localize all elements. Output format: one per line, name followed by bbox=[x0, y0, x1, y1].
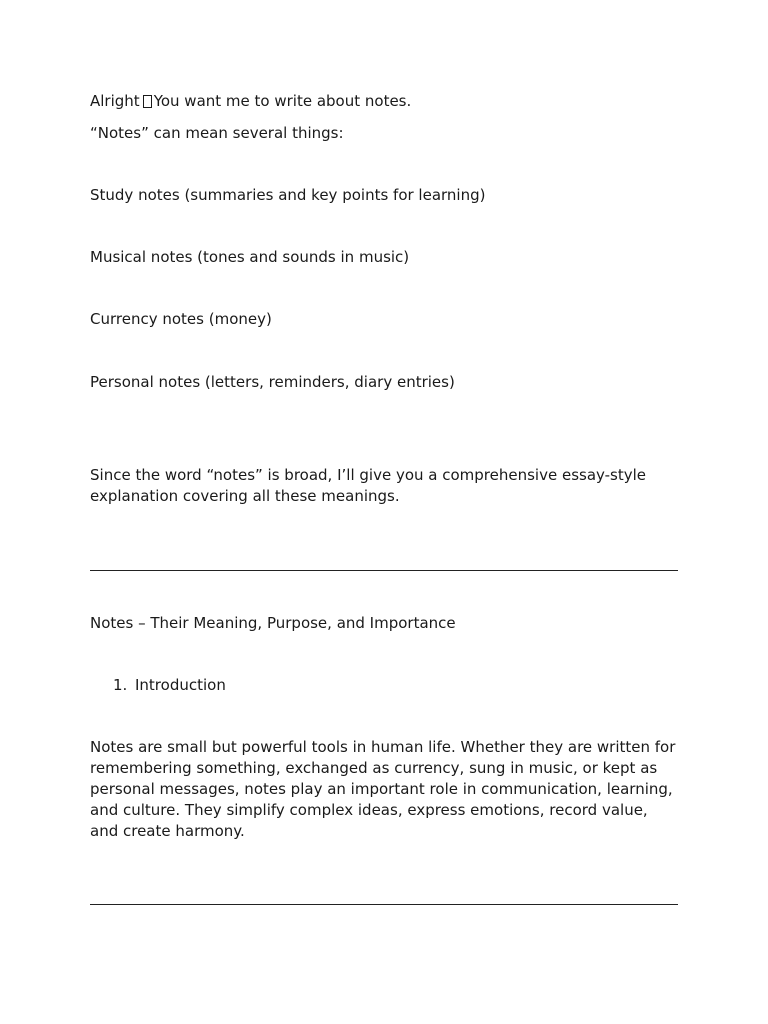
intro-line-end: You want me to write about notes. bbox=[153, 92, 412, 110]
introduction-paragraph: Notes are small but powerful tools in human life. Whether they are written for remembering something, exchanged as currency, sung in music, or kept as personal messages, notes play an important role in communication, learning, and culture. They simplify complex ideas, express emotions, record value, and create harmony. bbox=[90, 738, 676, 840]
meaning-item-study: Study notes (summaries and key points for learning) bbox=[90, 186, 486, 204]
meaning-item-personal: Personal notes (letters, reminders, diary entries) bbox=[90, 373, 455, 391]
horizontal-divider bbox=[90, 904, 678, 905]
intro-line-start: Alright bbox=[90, 92, 140, 110]
emoji-placeholder-icon bbox=[143, 95, 152, 108]
section-title: Introduction bbox=[135, 676, 226, 694]
meaning-item-currency: Currency notes (money) bbox=[90, 310, 272, 328]
essay-title: Notes – Their Meaning, Purpose, and Importance bbox=[90, 614, 456, 632]
scope-paragraph: Since the word “notes” is broad, I’ll give you a comprehensive essay-style explanation covering all these meanings. bbox=[90, 466, 647, 505]
horizontal-divider bbox=[90, 570, 678, 571]
intro-line bbox=[90, 91, 680, 112]
meaning-item-musical: Musical notes (tones and sounds in music) bbox=[90, 248, 410, 266]
section-number: 1. bbox=[113, 676, 128, 694]
meanings-heading: “Notes” can mean several things: bbox=[90, 124, 344, 142]
section-heading-introduction bbox=[113, 675, 226, 696]
